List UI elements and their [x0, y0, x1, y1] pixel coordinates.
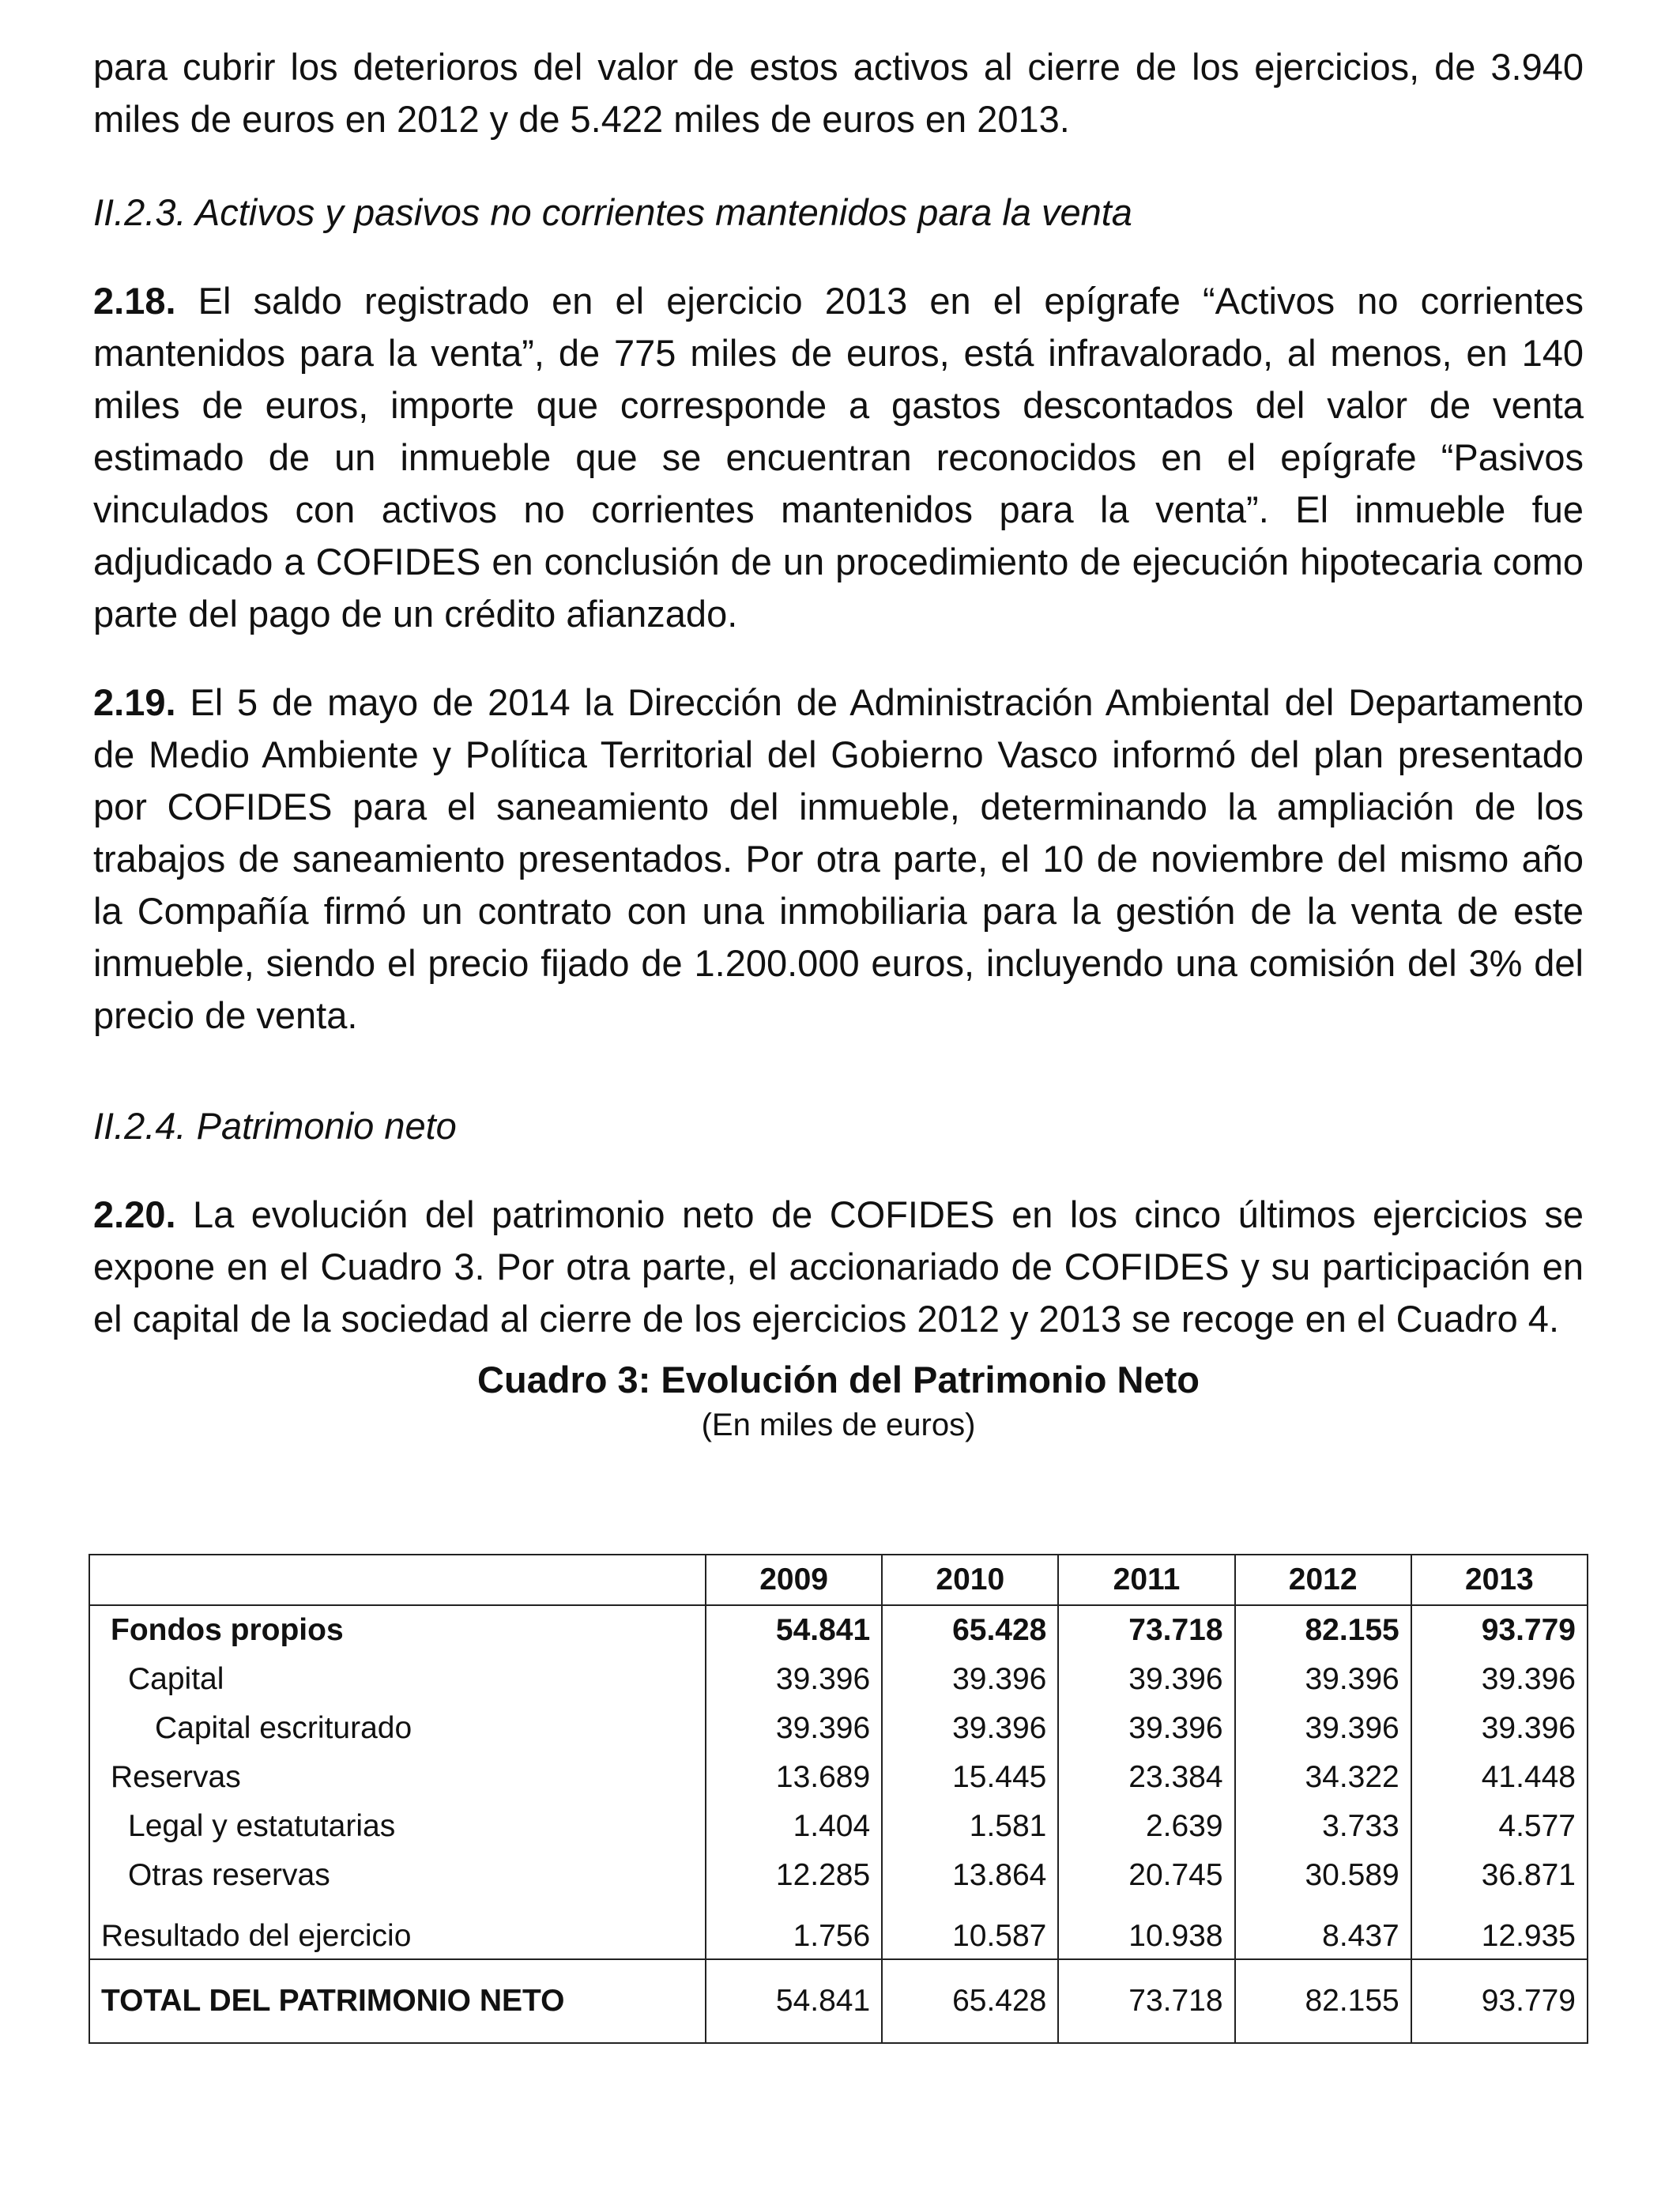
table-cell: 39.396: [1058, 1655, 1234, 1704]
table-row: [89, 1851, 1588, 1900]
table-cell: 23.384: [1058, 1753, 1234, 1802]
table-cell: 36.871: [1411, 1851, 1588, 1900]
table-cell: 12.285: [706, 1851, 882, 1900]
table-total-row: [89, 1959, 1588, 2043]
paragraph-text: El saldo registrado en el ejercicio 2013 en el epígrafe “Activos no corrientes mantenidos para la venta”, de 775 miles de euros, está infravalorado, al menos, en 140 miles de euros, importe que corresponde a gastos descontados del valor de venta estimado de un inmueble que se encuentran reconocidos en el epígrafe “Pasivos vinculados con activos no corrientes mantenidos para la venta”. El inmueble fue adjudicado a COFIDES en conclusión de un procedimiento de ejecución hipotecaria como parte del pago de un crédito afianzado.: [93, 280, 1584, 635]
table-cell: 41.448: [1411, 1753, 1588, 1802]
row-label: TOTAL DEL PATRIMONIO NETO: [89, 1959, 706, 2043]
paragraph-number: 2.19.: [93, 681, 176, 723]
table-row: [89, 1605, 1588, 1655]
table-cell: 39.396: [706, 1655, 882, 1704]
table-header-row: [89, 1555, 1588, 1605]
table-cell: 54.841: [706, 1605, 882, 1655]
paragraph-2-19: [93, 677, 1584, 1042]
table-title: Cuadro 3: Evolución del Patrimonio Neto: [477, 1359, 1200, 1400]
table-cell: 1.404: [706, 1802, 882, 1851]
row-label: Reservas: [89, 1753, 706, 1802]
paragraph-number: 2.18.: [93, 280, 176, 322]
table-row: [89, 1802, 1588, 1851]
table-cell: 10.938: [1058, 1900, 1234, 1959]
row-label: Capital: [89, 1655, 706, 1704]
table-cell: 30.589: [1235, 1851, 1411, 1900]
table-cell: 20.745: [1058, 1851, 1234, 1900]
table-cell: 8.437: [1235, 1900, 1411, 1959]
table-cell: 15.445: [882, 1753, 1058, 1802]
table-cell: 39.396: [1411, 1655, 1588, 1704]
table-cell: 82.155: [1235, 1959, 1411, 2043]
table-row: [89, 1753, 1588, 1802]
table-cell: 65.428: [882, 1959, 1058, 2043]
paragraph-text: La evolución del patrimonio neto de COFIDES en los cinco últimos ejercicios se expone en el Cuadro 3. Por otra parte, el accionariado de COFIDES y su participación en el capital de la sociedad al cierre de los ejercicios 2012 y 2013 se recoge en el Cuadro 4.: [93, 1193, 1584, 1340]
table-row: [89, 1900, 1588, 1959]
table-cell: 13.689: [706, 1753, 882, 1802]
table-row: [89, 1655, 1588, 1704]
table-cell: 1.581: [882, 1802, 1058, 1851]
section-heading-2-2-3: II.2.3. Activos y pasivos no corrientes mantenidos para la venta: [93, 191, 1132, 233]
table-cell: 10.587: [882, 1900, 1058, 1959]
year-header: 2010: [882, 1555, 1058, 1605]
patrimonio-neto-table: [89, 1554, 1588, 2044]
paragraph-text: El 5 de mayo de 2014 la Dirección de Administración Ambiental del Departamento de Medio Ambiente y Política Territorial del Gobierno Vasco informó del plan presentado por COFIDES para el saneamiento del inmueble, determinando la ampliación de los trabajos de saneamiento presentados. Por otra parte, el 10 de noviembre del mismo año la Compañía firmó un contrato con una inmobiliaria para la gestión de la venta de este inmueble, siendo el precio fijado de 1.200.000 euros, incluyendo una comisión del 3% del precio de venta.: [93, 681, 1584, 1036]
table-cell: 65.428: [882, 1605, 1058, 1655]
table-cell: 39.396: [1058, 1704, 1234, 1753]
table-cell: 39.396: [882, 1655, 1058, 1704]
table-cell: 34.322: [1235, 1753, 1411, 1802]
table-cell: 39.396: [706, 1704, 882, 1753]
row-label: Legal y estatutarias: [89, 1802, 706, 1851]
year-header: 2012: [1235, 1555, 1411, 1605]
table-cell: 1.756: [706, 1900, 882, 1959]
table-cell: 73.718: [1058, 1959, 1234, 2043]
paragraph-2-18: [93, 275, 1584, 640]
document-page: [93, 41, 1584, 1453]
intro-paragraph: para cubrir los deterioros del valor de estos activos al cierre de los ejercicios, de 3.940 miles de euros en 2012 y de 5.422 miles de euros en 2013.: [93, 46, 1584, 140]
section-heading-2-2-4: II.2.4. Patrimonio neto: [93, 1105, 457, 1147]
table-cell: 82.155: [1235, 1605, 1411, 1655]
table-cell: 39.396: [1235, 1655, 1411, 1704]
year-header: 2013: [1411, 1555, 1588, 1605]
year-header: 2011: [1058, 1555, 1234, 1605]
row-label: Resultado del ejercicio: [89, 1900, 706, 1959]
header-label-cell: [89, 1555, 706, 1605]
table-cell: 13.864: [882, 1851, 1058, 1900]
paragraph-number: 2.20.: [93, 1193, 176, 1235]
table-cell: 39.396: [1411, 1704, 1588, 1753]
table-cell: 12.935: [1411, 1900, 1588, 1959]
table-cell: 4.577: [1411, 1802, 1588, 1851]
paragraph-2-20: [93, 1189, 1584, 1345]
table-cell: 73.718: [1058, 1605, 1234, 1655]
table-cell: 93.779: [1411, 1959, 1588, 2043]
row-label: Fondos propios: [89, 1605, 706, 1655]
table-cell: 3.733: [1235, 1802, 1411, 1851]
row-label: Capital escriturado: [89, 1704, 706, 1753]
row-label: Otras reservas: [89, 1851, 706, 1900]
table-cell: 39.396: [1235, 1704, 1411, 1753]
table-subtitle: (En miles de euros): [701, 1408, 976, 1442]
year-header: 2009: [706, 1555, 882, 1605]
table-cell: 93.779: [1411, 1605, 1588, 1655]
table-row: [89, 1704, 1588, 1753]
table-cell: 2.639: [1058, 1802, 1234, 1851]
table-cell: 39.396: [882, 1704, 1058, 1753]
table-cell: 54.841: [706, 1959, 882, 2043]
